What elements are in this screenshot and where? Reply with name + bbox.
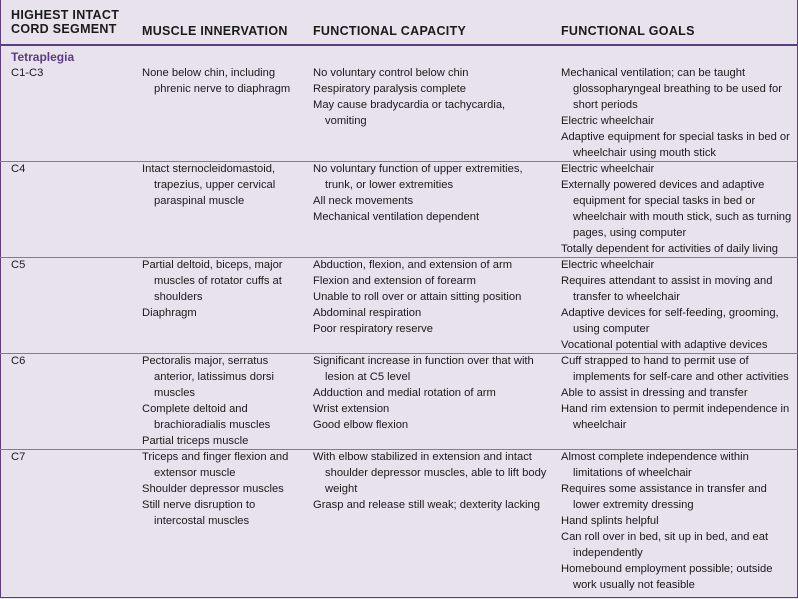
list-item: Diaphragm: [142, 307, 197, 319]
section-label: Tetraplegia: [11, 50, 75, 64]
list-item: Wrist extension: [313, 403, 390, 415]
list-item: None below chin, including phrenic nerve to diaphragm: [142, 67, 291, 95]
list-item: Requires some assistance in transfer and lower extremity dressing: [561, 483, 767, 511]
goals-cell: [561, 449, 793, 593]
cord-segment-cell: C1-C3: [11, 67, 44, 79]
list-item: Almost complete independence within limitations of wheelchair: [561, 451, 749, 479]
list-item: Partial deltoid, biceps, major muscles of rotator cuffs at shoulders: [142, 259, 283, 303]
header-cord-segment: HIGHEST INTACT CORD SEGMENT: [11, 8, 120, 36]
cord-segment-cell: C6: [11, 355, 26, 367]
innervation-cell: [142, 449, 302, 529]
list-item: With elbow stabilized in extension and intact shoulder depressor muscles, able to lift body weight: [313, 451, 547, 495]
list-item: Adaptive equipment for special tasks in bed or wheelchair using mouth stick: [561, 131, 790, 159]
list-item: Can roll over in bed, sit up in bed, and eat independently: [561, 531, 769, 559]
list-item: Homebound employment possible; outside work usually not feasible: [561, 563, 773, 591]
cord-segment-cell: C5: [11, 259, 26, 271]
list-item: Cuff strapped to hand to permit use of implements for self-care and other activities: [561, 355, 789, 383]
list-item: May cause bradycardia or tachycardia, vomiting: [313, 99, 506, 127]
goals-cell: [561, 65, 793, 161]
header-muscle-innervation: MUSCLE INNERVATION: [142, 24, 288, 38]
table-row: [0, 353, 798, 450]
list-item: Hand rim extension to permit independence in wheelchair: [561, 403, 790, 431]
table-row: [0, 65, 798, 162]
list-item: Poor respiratory reserve: [313, 323, 433, 335]
list-item: Able to assist in dressing and transfer: [561, 387, 748, 399]
capacity-cell: [313, 161, 549, 225]
list-item: Adaptive devices for self-feeding, grooming, using computer: [561, 307, 779, 335]
list-item: Good elbow flexion: [313, 419, 409, 431]
capacity-cell: [313, 257, 549, 337]
list-item: Intact sternocleidomastoid, trapezius, upper cervical paraspinal muscle: [142, 163, 276, 207]
list-item: No voluntary function of upper extremities, trunk, or lower extremities: [313, 163, 523, 191]
innervation-cell: [142, 161, 302, 209]
list-item: Still nerve disruption to intercostal muscles: [142, 499, 256, 527]
capacity-cell: [313, 449, 549, 513]
list-item: Electric wheelchair: [561, 115, 655, 127]
innervation-cell: [142, 257, 302, 321]
table-header: [0, 0, 798, 46]
list-item: Respiratory paralysis complete: [313, 83, 466, 95]
list-item: Triceps and finger flexion and extensor muscle: [142, 451, 289, 479]
list-item: Grasp and release still weak; dexterity lacking: [313, 499, 540, 511]
list-item: Flexion and extension of forearm: [313, 275, 476, 287]
header-functional-goals: FUNCTIONAL GOALS: [561, 24, 695, 38]
list-item: Shoulder depressor muscles: [142, 483, 284, 495]
table-row: [0, 257, 798, 354]
list-item: Externally powered devices and adaptive equipment for special tasks in bed or wheelchair with mouth stick, such as turning pages, using computer: [561, 179, 792, 239]
list-item: Abdominal respiration: [313, 307, 422, 319]
list-item: Totally dependent for activities of daily living: [561, 243, 779, 255]
cord-segment-cell: C7: [11, 451, 26, 463]
list-item: Electric wheelchair: [561, 259, 655, 271]
list-item: All neck movements: [313, 195, 414, 207]
list-item: Partial triceps muscle: [142, 435, 249, 447]
innervation-cell: [142, 353, 302, 449]
capacity-cell: [313, 65, 549, 129]
list-item: Complete deltoid and brachioradialis muscles: [142, 403, 271, 431]
innervation-cell: [142, 65, 302, 97]
list-item: Electric wheelchair: [561, 163, 655, 175]
goals-cell: [561, 161, 793, 257]
table-row: [0, 449, 798, 599]
list-item: Mechanical ventilation dependent: [313, 211, 480, 223]
cord-segment-cell: C4: [11, 163, 26, 175]
list-item: No voluntary control below chin: [313, 67, 469, 79]
capacity-cell: [313, 353, 549, 433]
header-functional-capacity: FUNCTIONAL CAPACITY: [313, 24, 467, 38]
list-item: Mechanical ventilation; can be taught glossopharyngeal breathing to be used for short periods: [561, 67, 782, 111]
table-row: [0, 161, 798, 258]
list-item: Unable to roll over or attain sitting position: [313, 291, 522, 303]
list-item: Abduction, flexion, and extension of arm: [313, 259, 513, 271]
list-item: Vocational potential with adaptive devices: [561, 339, 768, 351]
list-item: Requires attendant to assist in moving and transfer to wheelchair: [561, 275, 773, 303]
list-item: Significant increase in function over that with lesion at C5 level: [313, 355, 534, 383]
goals-cell: [561, 353, 793, 433]
list-item: Pectoralis major, serratus anterior, latissimus dorsi muscles: [142, 355, 274, 399]
list-item: Hand splints helpful: [561, 515, 659, 527]
goals-cell: [561, 257, 793, 353]
list-item: Adduction and medial rotation of arm: [313, 387, 496, 399]
